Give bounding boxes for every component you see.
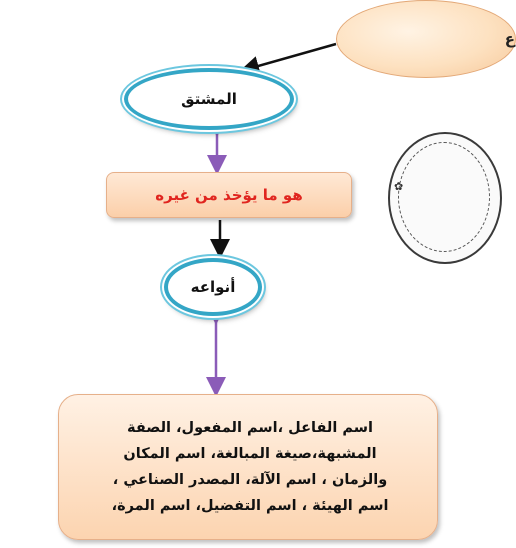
types-list-line: اسم الفاعل ،اسم المفعول، الصفة bbox=[127, 420, 373, 436]
seal-star-icon: ✿ bbox=[394, 180, 404, 193]
types-list-line: المشبهة،صيغة المبالغة، اسم المكان bbox=[123, 446, 377, 462]
definition-label: هو ما يؤخذ من غيره bbox=[155, 186, 303, 204]
types-list-box bbox=[58, 394, 438, 540]
top-oval-label: ع bbox=[504, 30, 515, 48]
seal-logo bbox=[388, 132, 502, 264]
types-label: أنواعه bbox=[190, 278, 236, 296]
types-list-line: والزمان ، اسم الآلة، المصدر الصناعي ، bbox=[112, 472, 388, 488]
top-oval-node bbox=[336, 0, 516, 78]
arrow-top-to-mushtaq bbox=[244, 44, 336, 70]
types-node bbox=[164, 258, 262, 316]
types-list-line: اسم الهيئة ، اسم التفضيل، اسم المرة، bbox=[111, 498, 389, 514]
definition-box bbox=[106, 172, 352, 218]
mushtaq-node bbox=[124, 68, 294, 130]
seal-inner-ring bbox=[398, 142, 490, 252]
mushtaq-label: المشتق bbox=[181, 90, 237, 108]
